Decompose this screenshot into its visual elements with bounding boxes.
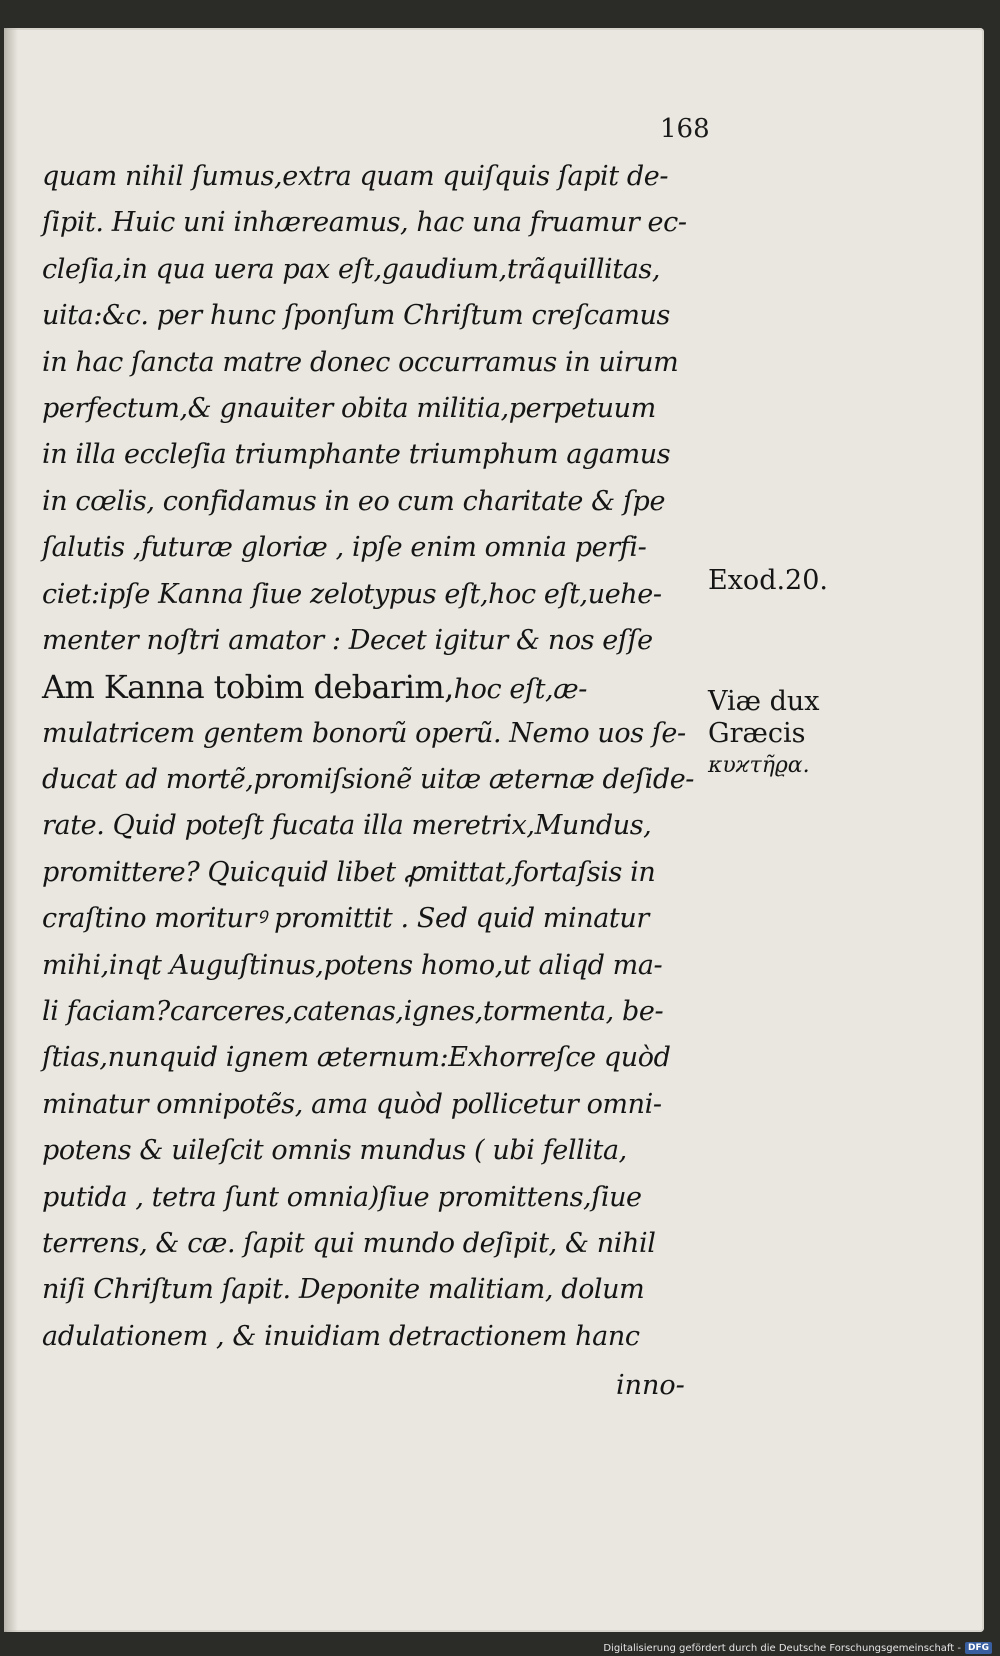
margin-note-line: Græcis bbox=[708, 718, 806, 749]
text-line: promittere? Quicquid libet ꝓmittat,fortaſsis in bbox=[42, 856, 656, 888]
hebrew-transliteration: Am Kanna tobim debarim, bbox=[42, 668, 454, 707]
text-line: uita:&c. per hunc ſponſum Chriſtum creſcamus bbox=[42, 300, 670, 332]
margin-note-greek-word: κυϰτῆϱα. bbox=[708, 753, 810, 778]
text-line: niſi Chriſtum ſapit. Deponite malitiam, dolum bbox=[42, 1274, 645, 1306]
text-line: menter noſtri amator : Decet igitur & nos eſſe bbox=[42, 624, 653, 656]
text-line: ciet:ipſe Kanna ſiue zelotypus eſt,hoc eſt,uehe- bbox=[42, 578, 662, 610]
text-line: ducat ad mortẽ,promiſsionẽ uitæ æternæ deſide- bbox=[42, 764, 695, 796]
text-line: ſalutis ,futuræ gloriæ , ipſe enim omnia perfi- bbox=[42, 532, 647, 564]
text-line: ſtias,nunquid ignem æternum:Exhorreſce quòd bbox=[42, 1042, 671, 1074]
text-line: mihi,inqt Auguſtinus,potens homo,ut aliqd ma- bbox=[42, 949, 663, 981]
page-number: 168 bbox=[660, 114, 710, 144]
text-line: in hac ſancta matre donec occurramus in uirum bbox=[42, 346, 679, 378]
text-line: in illa eccleſia triumphante triumphum agamus bbox=[42, 439, 671, 471]
catchword: inno- bbox=[616, 1370, 685, 1401]
margin-note-exodus: Exod.20. bbox=[708, 565, 828, 596]
text-line: putida , tetra ſunt omnia)ſiue promittens,ſiue bbox=[42, 1181, 642, 1213]
text-line: mulatricem gentem bonorũ operũ. Nemo uos ſe- bbox=[42, 717, 686, 749]
hebrew-line-gloss: hoc eſt,æ- bbox=[453, 674, 587, 706]
margin-note-greek bbox=[708, 686, 820, 782]
text-line: li faciam?carceres,catenas,ignes,tormenta, be- bbox=[42, 996, 664, 1028]
hebrew-quote-line bbox=[42, 664, 718, 710]
text-line: adulationem , & inuidiam detractionem hanc bbox=[42, 1320, 640, 1352]
text-line: minatur omnipotẽs, ama quòd pollicetur omni- bbox=[42, 1088, 662, 1120]
credit-text: Digitalisierung gefördert durch die Deutsche Forschungsgemeinschaft - bbox=[603, 1642, 961, 1654]
dfg-logo-icon: DFG bbox=[965, 1642, 992, 1654]
margin-note-line: Viæ dux bbox=[708, 686, 820, 717]
text-line: rate. Quid poteſt fucata illa meretrix,Mundus, bbox=[42, 810, 652, 842]
digitization-credit bbox=[603, 1642, 992, 1654]
book-page bbox=[4, 28, 984, 1632]
text-line: ſipit. Huic uni inhæreamus, hac una fruamur ec- bbox=[42, 207, 687, 239]
text-line: potens & uileſcit omnis mundus ( ubi fellita, bbox=[42, 1135, 627, 1167]
text-line: perfectum,& gnauiter obita militia,perpetuum bbox=[42, 392, 656, 424]
text-line: in cœlis, confidamus in eo cum charitate & ſpe bbox=[42, 485, 666, 517]
text-line: quam nihil ſumus,extra quam quiſquis ſapit de- bbox=[42, 161, 669, 192]
main-text-block bbox=[42, 154, 718, 1360]
text-line: terrens, & cæ. ſapit qui mundo deſipit, & nihil bbox=[42, 1227, 656, 1259]
text-line: craſtino moriturꝰ promittit . Sed quid minatur bbox=[42, 903, 649, 935]
text-line: cleſia,in qua uera pax eſt,gaudium,trãquillitas, bbox=[42, 253, 661, 285]
